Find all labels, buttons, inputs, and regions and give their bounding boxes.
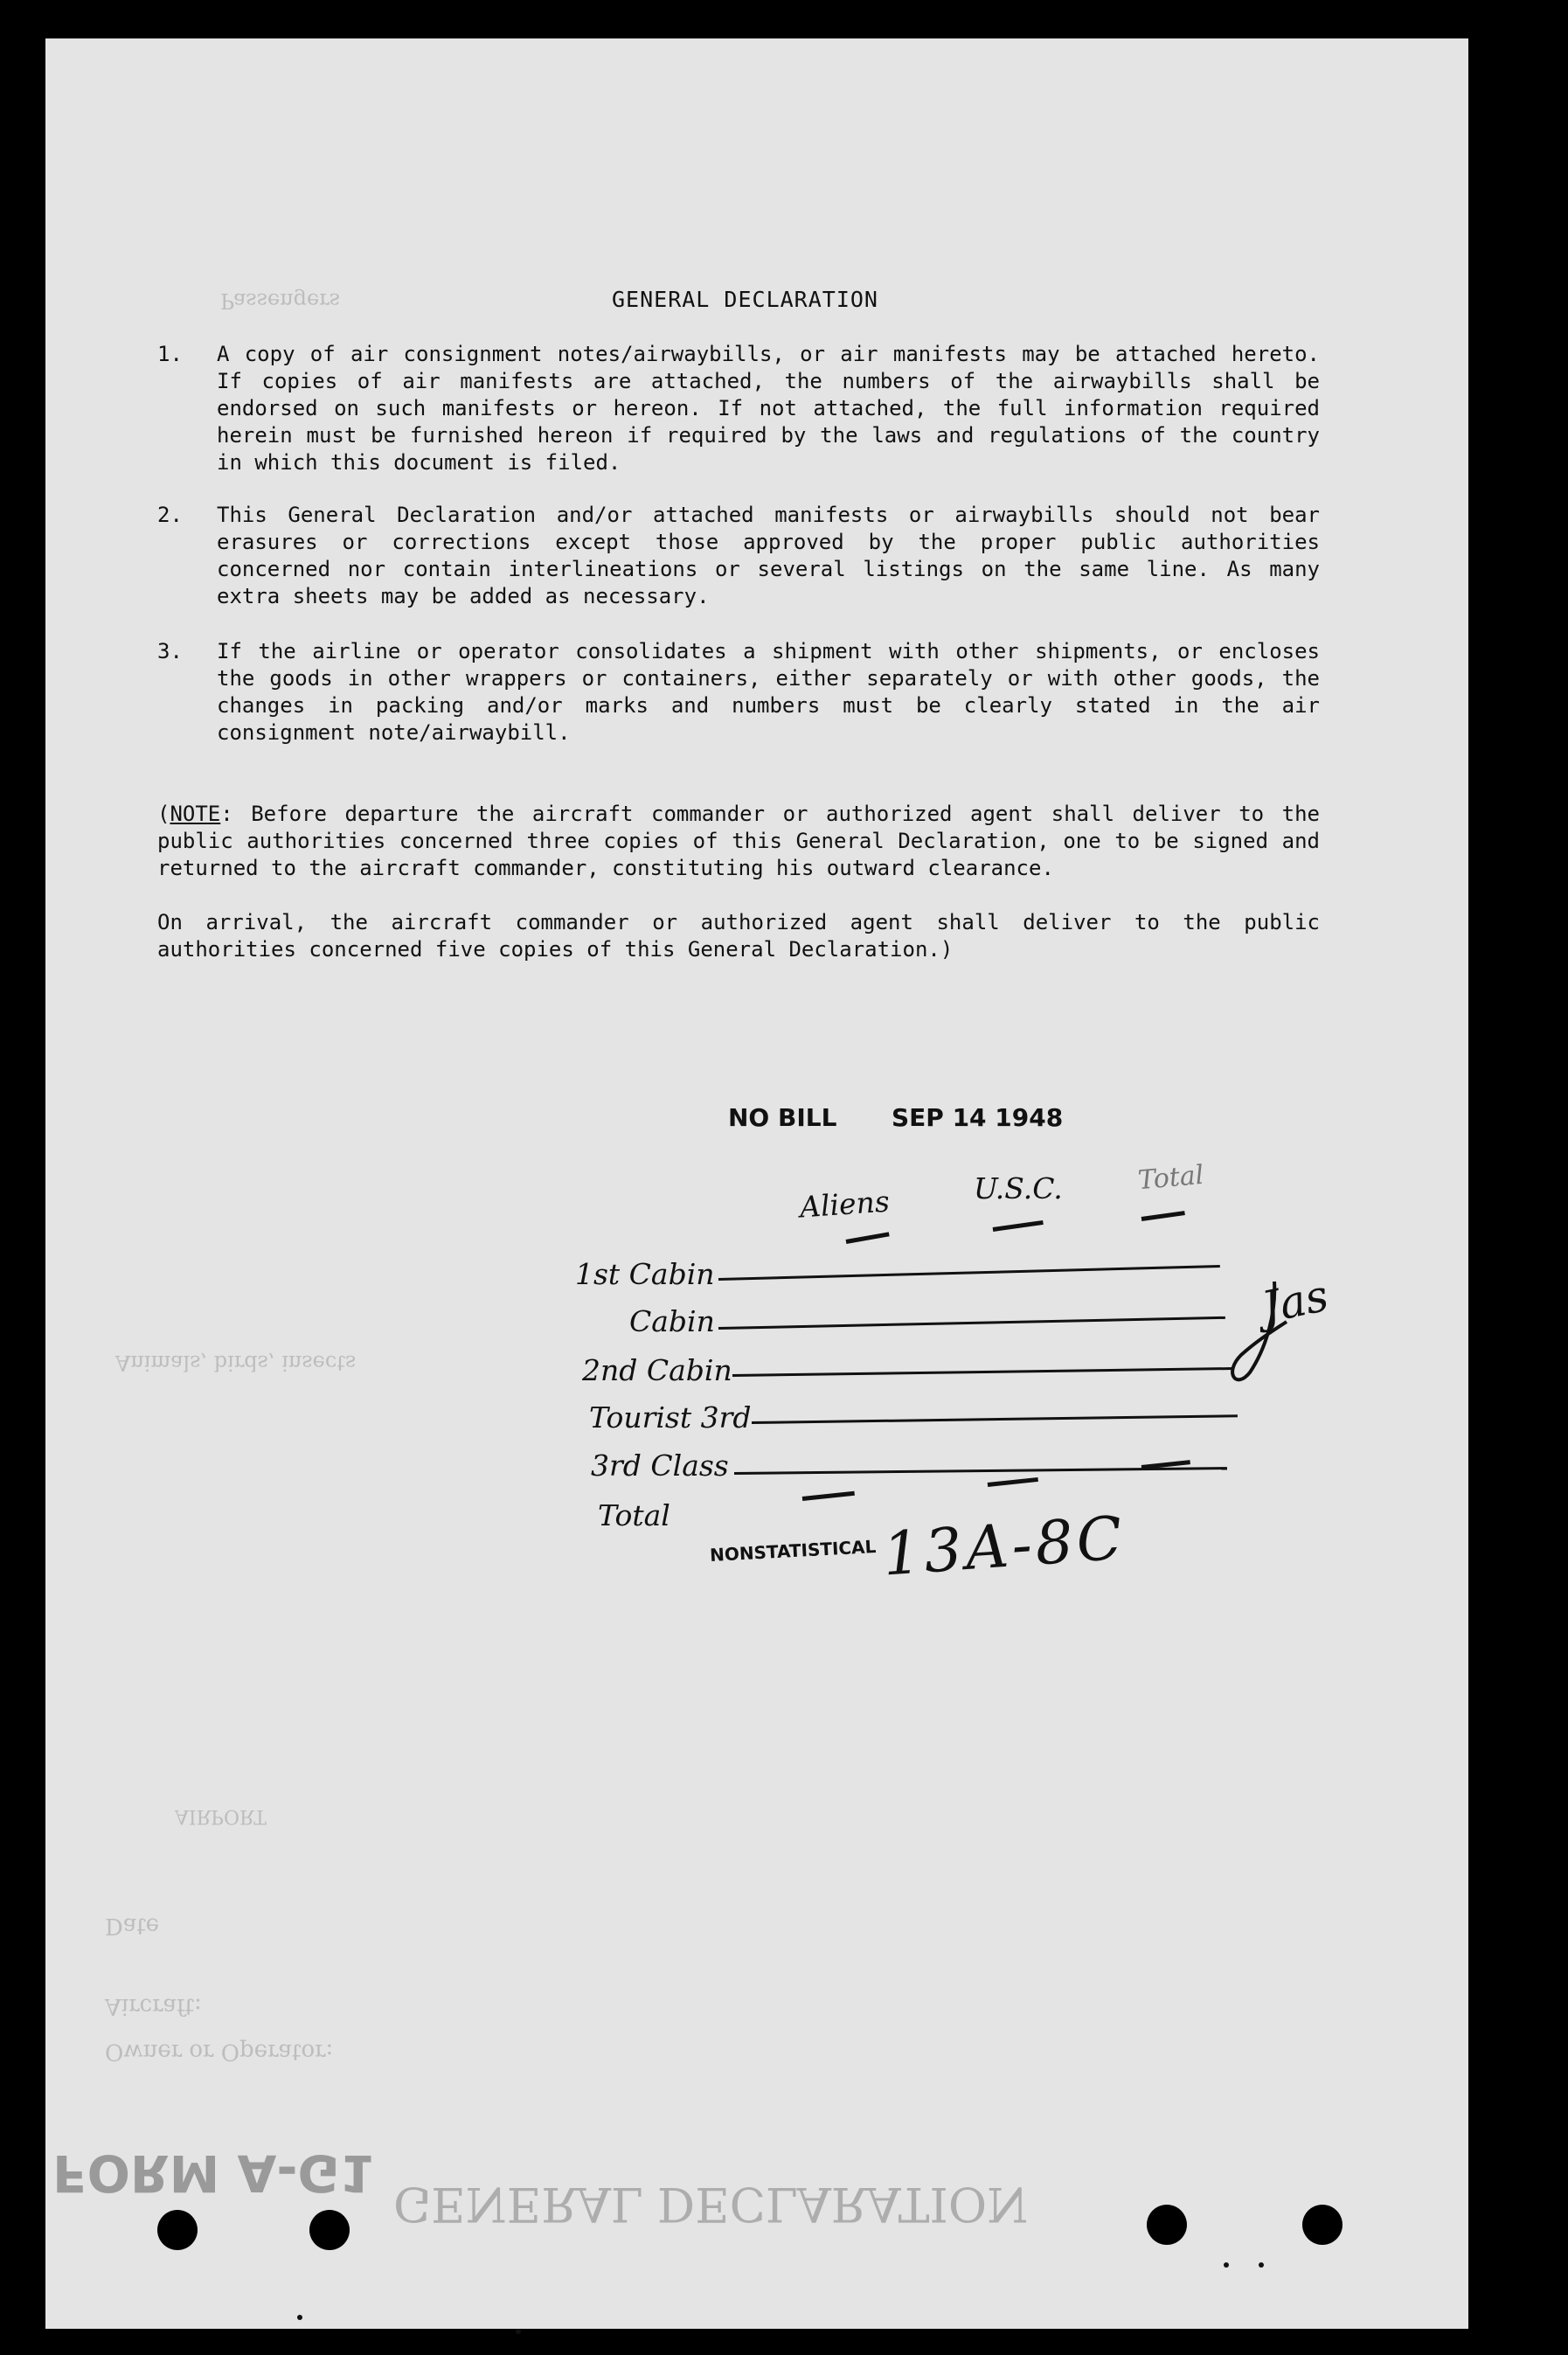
initials-text: Jas [1257, 1269, 1333, 1334]
speck-mark [1259, 2262, 1264, 2268]
row-label-2nd-cabin: 2nd Cabin [582, 1353, 732, 1387]
row-label-total: Total [598, 1498, 670, 1532]
paragraph-1 [157, 341, 1320, 475]
column-header-usc: U.S.C. [974, 1171, 1063, 1205]
bleed-through-form-id: FORM A-G1 [52, 2143, 375, 2203]
bleed-through-label: Aircraft: [105, 1993, 202, 2019]
date-stamp: SEP 14 1948 [892, 1103, 1064, 1132]
bleed-through-label: AIRPORT [175, 1805, 267, 1827]
column-header-aliens: Aliens [798, 1184, 891, 1225]
paragraph-3 [157, 638, 1320, 752]
bleed-through-label: Passengers [220, 288, 341, 313]
note-paragraph [157, 801, 1320, 882]
punch-hole-icon [1302, 2205, 1343, 2245]
speck-mark [516, 2329, 521, 2334]
arrival-paragraph: On arrival, the aircraft commander or authorized agent shall deliver to the public authorities concerned five copies of this General Declaration.) [157, 910, 1320, 962]
paragraph-number: 3. [157, 639, 183, 663]
punch-hole-icon [309, 2210, 350, 2250]
paragraph-number: 2. [157, 503, 183, 527]
paragraph-text: If the airline or operator consolidates a shipment with other shipments, or encloses the goods in other wrappers or containers, either separately or with other goods, the changes in packing and/or marks and numbers must be clearly stated in the air consignment note/airwaybill. [217, 639, 1320, 745]
speck-mark [1224, 2262, 1229, 2268]
paragraph-2 [157, 502, 1320, 615]
paragraph-text: This General Declaration and/or attached manifests or airwaybills should not bear erasures or corrections except those approved by the proper public authorities concerned nor contain interlineations or several listings on the same line. As many extra sheets may be added as necessary. [217, 503, 1320, 608]
note-text: : Before departure the aircraft commander or authorized agent shall deliver to the public authorities concerned three copies of this General Declaration, one to be signed and returned to the aircraft commander, constituting his outward clearance. [157, 802, 1320, 880]
punch-hole-icon [1147, 2205, 1187, 2245]
note-label: NOTE [170, 802, 221, 826]
initials-signature [1224, 1269, 1337, 1393]
bleed-through-label: Date [105, 1913, 160, 1939]
nonstatistical-stamp: NONSTATISTICAL [709, 1536, 877, 1566]
row-label-1st-cabin: 1st Cabin [575, 1257, 715, 1291]
document-title: GENERAL DECLARATION [612, 287, 878, 312]
row-label-3rd-class: 3rd Class [591, 1448, 729, 1483]
note-open-paren: ( [157, 802, 170, 826]
bleed-through-label: Animals, birds, insects [115, 1351, 357, 1375]
punch-hole-icon [157, 2210, 198, 2250]
bleed-through-label: Owner or Operator: [105, 2039, 334, 2065]
paragraph-text: A copy of air consignment notes/airwaybills, or air manifests may be attached hereto. If copies of air manifests are attached, the numbers of the airwaybills shall be endorsed on such manifests or hereon. If not attached, the full information required herein must be furnished hereon if required by the laws and regulations of the country in which this document is filed. [217, 342, 1320, 475]
no-bill-stamp: NO BILL [728, 1103, 837, 1132]
speck-mark [297, 2315, 302, 2320]
handwritten-code: 13A-8C [880, 1504, 1128, 1590]
column-header-total: Total [1136, 1159, 1205, 1197]
bleed-through-heading: GENERAL DECLARATION [393, 2177, 1029, 2232]
row-label-tourist-3rd: Tourist 3rd [589, 1400, 752, 1435]
row-label-cabin: Cabin [629, 1304, 715, 1338]
paragraph-number: 1. [157, 342, 183, 366]
